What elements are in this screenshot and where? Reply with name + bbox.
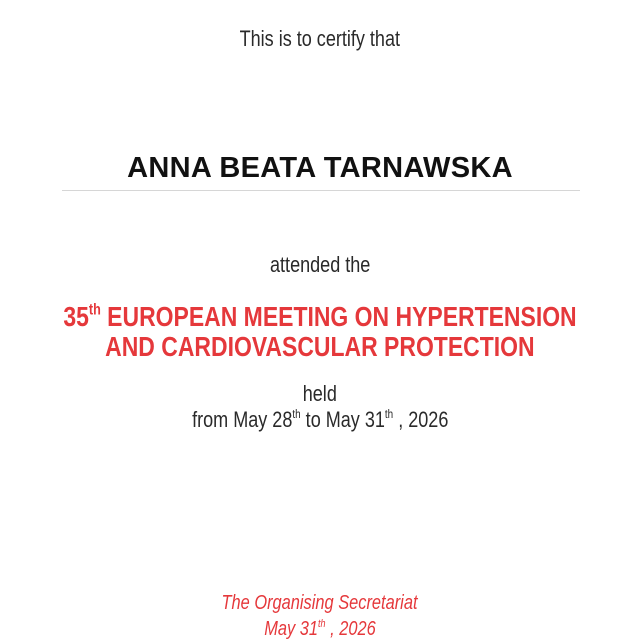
event-dates bbox=[0, 407, 640, 433]
signature-date-year: , 2026 bbox=[330, 618, 376, 640]
event-title-line-2 bbox=[0, 331, 640, 363]
signature-date-text bbox=[264, 618, 375, 641]
event-title-line-1 bbox=[0, 301, 640, 333]
dates-middle: to May 31 bbox=[305, 407, 385, 432]
dates-year: , 2026 bbox=[397, 407, 449, 432]
dates-prefix: from May 28 bbox=[191, 407, 293, 432]
recipient-name: ANNA BEATA TARNAWSKA bbox=[127, 152, 513, 184]
held-label bbox=[0, 381, 640, 407]
signature-date bbox=[0, 618, 640, 641]
signature-title-text: The Organising Secretariat bbox=[221, 592, 418, 614]
event-ordinal-number: 35 bbox=[63, 301, 89, 332]
signature-date-suffix: th bbox=[318, 617, 326, 630]
attended-label bbox=[0, 252, 640, 278]
event-title-line-2-text: AND CARDIOVASCULAR PROTECTION bbox=[105, 331, 535, 362]
attended-text: attended the bbox=[269, 252, 371, 277]
certify-intro-text: This is to certify that bbox=[239, 26, 401, 51]
event-dates-text bbox=[192, 407, 448, 433]
event-title-line-1-rest: EUROPEAN MEETING ON HYPERTENSION bbox=[107, 301, 577, 332]
signature-title bbox=[0, 592, 640, 615]
event-title-line-1-text bbox=[63, 301, 576, 333]
held-text: held bbox=[302, 381, 338, 406]
event-ordinal-suffix: th bbox=[88, 301, 101, 319]
signature-date-main: May 31 bbox=[264, 618, 319, 640]
name-divider bbox=[62, 190, 580, 191]
dates-start-suffix: th bbox=[292, 406, 301, 421]
certify-intro bbox=[0, 26, 640, 52]
dates-end-suffix: th bbox=[384, 406, 393, 421]
